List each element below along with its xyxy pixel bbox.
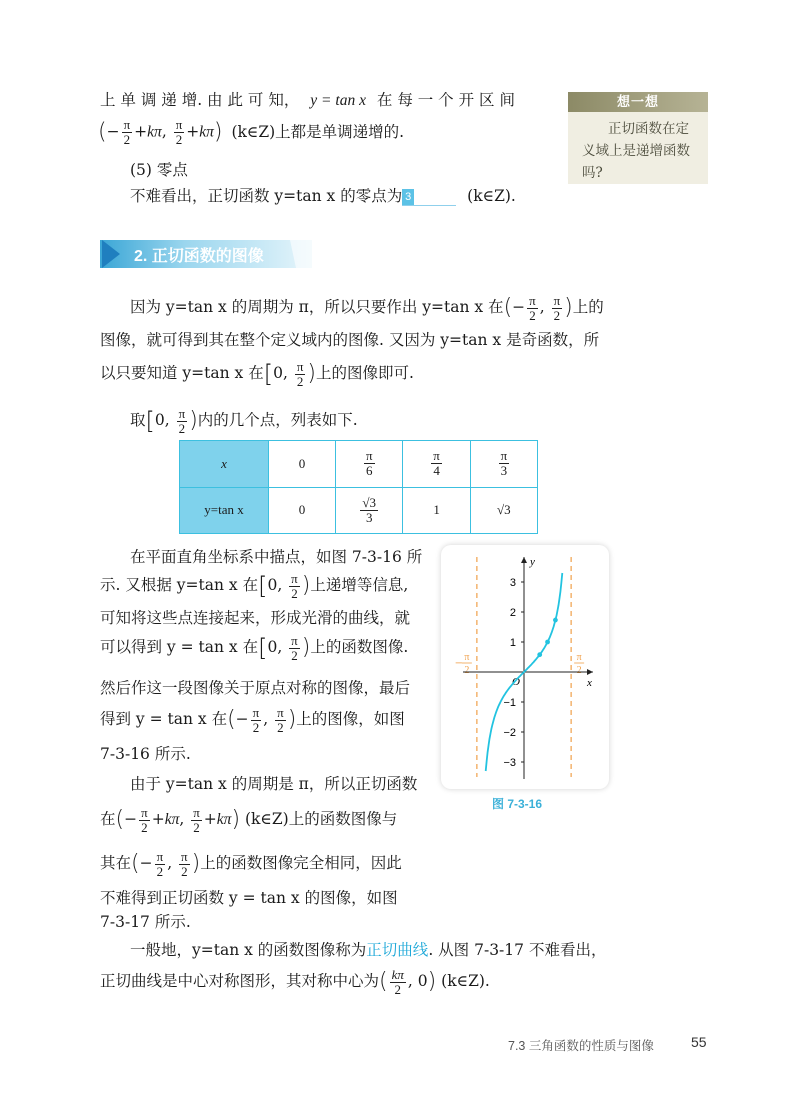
y-tick-label: 2 [509,607,516,619]
text-line: 不难看出，正切函数 y=tan x 的零点为 3 (k∈Z). [130,187,516,205]
text-line: 上 单 调 递 增. 由 此 可 知， y = tan x 在 每 一 个 开 区 间 [100,91,515,109]
table-row [180,441,538,488]
text-line: 可知将这些点连接起来，形成光滑的曲线，就 [100,609,411,627]
asymptote-label: 2 [464,665,470,676]
think-title: 想一想 [568,92,708,112]
table-cell: √3 [470,487,537,534]
text-line: 在平面直角坐标系中描点，如图 7-3-16 所 [130,548,423,566]
y-tick-label: 3 [509,577,516,589]
figure-caption: 图 7-3-16 [492,797,543,811]
table-row [180,487,538,534]
x-axis-arrow [587,669,593,675]
asymptote-label: π [576,652,582,663]
think-sidebar [568,92,708,184]
text-line: 得到 y = tan x 在(− $\frac{\pi}{2}$ , $\frac{\pi}{2}$ )上的图像，如图 [100,704,405,735]
y-tick-label: −1 [503,697,516,709]
text-line: 取[0, $\frac{\pi}{2}$ )内的几个点，列表如下. [130,405,358,436]
asymptote-label-minus: − [454,658,464,669]
section-title: 2. 正切函数的图像 [134,248,264,265]
answer-blank[interactable]: 3 [402,189,456,206]
asymptote-label: π [464,652,470,663]
page-number: 55 [691,1034,707,1050]
text-line: 在(− $\frac{\pi}{2}$ +kπ, $\frac{\pi}{2}$ +kπ) (k∈Z)上的函数图像与 [100,804,398,835]
table-cell: $\frac{\pi}{3}$ [470,441,537,488]
text-line: (− $\frac{\pi}{2}$ +kπ, $\frac{\pi}{2}$ +kπ) (k∈Z)上都是单调递增的. [98,117,405,147]
data-point [553,618,558,623]
text-line: 7-3-17 所示. [100,913,191,931]
data-point [537,652,542,657]
x-axis-label: x [587,677,592,689]
text-line: 7-3-16 所示. [100,745,191,763]
text-line: 不难得到正切函数 y = tan x 的图像，如图 [100,889,398,907]
table-header-x: x [180,441,269,488]
section-banner [100,238,312,270]
origin-label: O [512,676,520,688]
table-cell: $\frac{√3}{3}$ [336,487,403,534]
text-line: 一般地，y=tan x 的函数图像称为正切曲线. 从图 7-3-17 不难看出， [130,941,607,959]
text-line: 可以得到 y = tan x 在[0, $\frac{\pi}{2}$ )上的函数图像. [100,632,409,663]
table-cell: 0 [269,441,336,488]
table-cell: 0 [269,487,336,534]
think-body: 正切函数在定义域上是递增函数吗? [582,121,690,181]
text-line: 图像，就可得到其在整个定义域内的图像. 又因为 y=tan x 是奇函数，所 [100,331,600,349]
table-cell: $\frac{\pi}{6}$ [336,441,403,488]
text-line: 因为 y=tan x 的周期为 π，所以只要作出 y=tan x 在(− $\frac{\pi}{2}$ , $\frac{\pi}{2}$ )上的 [130,292,604,323]
text-line: 由于 y=tan x 的周期是 π，所以正切函数 [130,775,418,793]
y-tick-label: 1 [509,637,516,649]
tangent-graph [441,545,609,789]
table-cell: $\frac{\pi}{4}$ [403,441,470,488]
text-line: 示. 又根据 y=tan x 在[0, $\frac{\pi}{2}$ )上递增等信息, [100,570,409,601]
values-table [179,440,538,534]
figure-card [441,545,609,789]
text-line: 正切曲线是中心对称图形，其对称中心为( $\frac{k\pi}{2}$ , 0) (k∈Z). [100,966,490,997]
y-tick-label: −2 [503,727,516,739]
text-line: 以只要知道 y=tan x 在[0, $\frac{\pi}{2}$ )上的图像即可. [100,358,414,389]
text-line: 其在(− $\frac{\pi}{2}$ , $\frac{\pi}{2}$ )上的函数图像完全相同，因此 [100,848,402,879]
table-header-y: y=tan x [180,487,269,534]
subheading-zero: (5) 零点 [130,161,188,179]
y-axis-label: y [530,556,535,568]
y-axis-arrow [521,557,527,563]
y-tick-label: −3 [503,757,516,769]
term-tangent-curve: 正切曲线 [366,941,429,959]
table-cell: 1 [403,487,470,534]
asymptote-label: 2 [576,665,582,676]
text-line: 然后作这一段图像关于原点对称的图像，最后 [100,679,411,697]
data-point [545,640,550,645]
footer-section: 7.3 三角函数的性质与图像 [508,1039,654,1053]
